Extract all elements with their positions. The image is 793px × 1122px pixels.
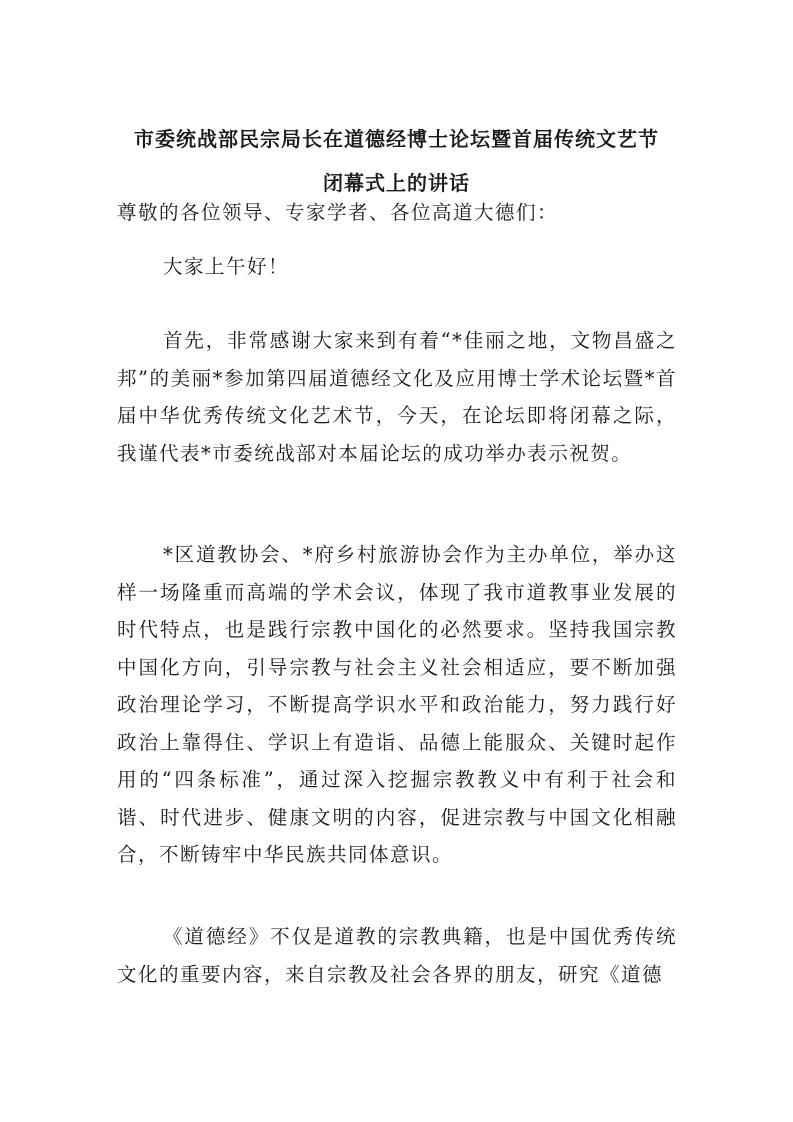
document-title-line-2: 闭幕式上的讲话	[323, 171, 470, 195]
greeting-paragraph: 大家上午好！	[163, 255, 290, 278]
salutation: 尊敬的各位领导、专家学者、各位高道大德们：	[117, 201, 559, 224]
document-title-line-1: 市委统战部民宗局长在道德经博士论坛暨首届传统文艺节	[134, 127, 659, 151]
paragraph-2: *区道教协会、*府乡村旅游协会作为主办单位，举办这样一场隆重而高端的学术会议，体现了我市道教事业发展的时代特点，也是践行宗教中国化的必然要求。坚持我国宗教中国化方向，引导宗教与社会主义社会相适应，要不断加强政治理论学习，不断提高学识水平和政治能力，努力践行好政治上靠得住、学识上有造诣、品德上能服众、关键时起作用的“四条标准”，通过深入挖掘宗教教义中有利于社会和谐、时代进步、健康文明的内容，促进宗教与中国文化相融合，不断铸牢中华民族共同体意识。	[117, 543, 677, 866]
paragraph-1: 首先，非常感谢大家来到有着“*佳丽之地，文物昌盛之邦”的美丽*参加第四届道德经文化及应用博士学术论坛暨*首届中华优秀传统文化艺术节，今天，在论坛即将闭幕之际，我谨代表*市委统战部对本届论坛的成功举办表示祝贺。	[117, 329, 677, 465]
paragraph-3: 《道德经》不仅是道教的宗教典籍，也是中国优秀传统文化的重要内容，来自宗教及社会各界的朋友，研究《道德	[117, 925, 677, 986]
